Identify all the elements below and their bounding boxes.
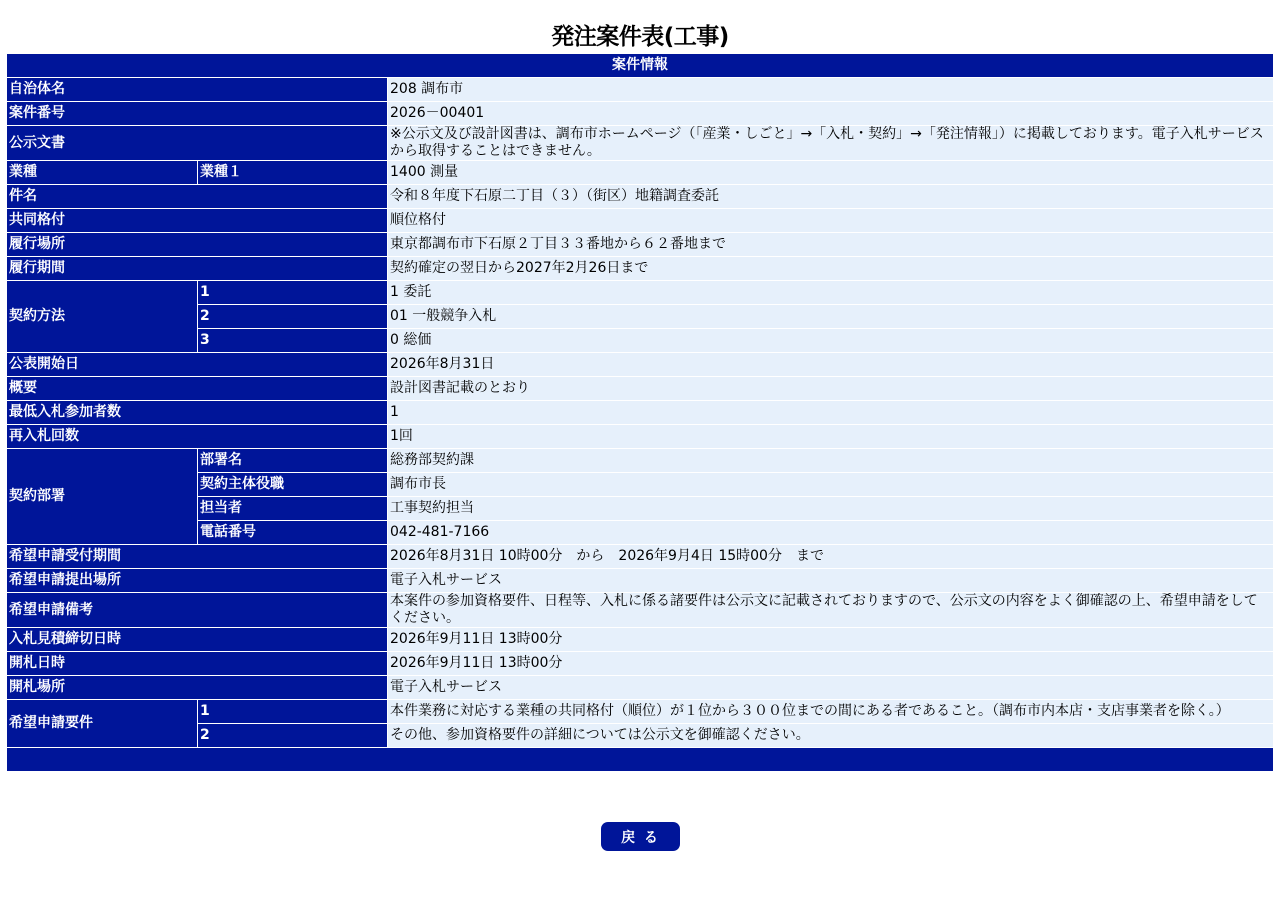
municipality-label: 自治体名 xyxy=(7,78,387,102)
row-requirements-1 xyxy=(7,700,1273,724)
rebid-value: 1回 xyxy=(387,425,1273,449)
contract-dept-sub-label: 部署名 xyxy=(197,449,387,473)
application-place-label: 希望申請提出場所 xyxy=(7,569,387,593)
opening-place-value: 電子入札サービス xyxy=(387,676,1273,700)
contract-method-no: 3 xyxy=(197,329,387,353)
row-contract-method-2 xyxy=(7,305,1273,329)
row-summary xyxy=(7,377,1273,401)
period-value: 契約確定の翌日から2027年2月26日まで xyxy=(387,257,1273,281)
contract-dept-value: 総務部契約課 xyxy=(387,449,1273,473)
contract-method-no: 1 xyxy=(197,281,387,305)
opening-place-label: 開札場所 xyxy=(7,676,387,700)
contract-method-no: 2 xyxy=(197,305,387,329)
application-note-value: 本案件の参加資格要件、日程等、入札に係る諸要件は公示文に記載されておりますので、公示文の内容をよく御確認の上、希望申請をしてください。 xyxy=(387,593,1273,628)
row-opening-datetime xyxy=(7,652,1273,676)
row-application-period xyxy=(7,545,1273,569)
contract-dept-value: 調布市長 xyxy=(387,473,1273,497)
footer-bar xyxy=(7,748,1273,772)
publish-start-label: 公表開始日 xyxy=(7,353,387,377)
application-place-value: 電子入札サービス xyxy=(387,569,1273,593)
requirements-no: 1 xyxy=(197,700,387,724)
summary-value: 設計図書記載のとおり xyxy=(387,377,1273,401)
row-subject xyxy=(7,185,1273,209)
row-contract-dept-1 xyxy=(7,449,1273,473)
rebid-label: 再入札回数 xyxy=(7,425,387,449)
summary-label: 概要 xyxy=(7,377,387,401)
notice-label: 公示文書 xyxy=(7,126,387,161)
row-notice xyxy=(7,126,1273,161)
row-bid-deadline xyxy=(7,628,1273,652)
case-no-value: 2026－00401 xyxy=(387,102,1273,126)
row-publish-start xyxy=(7,353,1273,377)
row-period xyxy=(7,257,1273,281)
row-contract-dept-2 xyxy=(7,473,1273,497)
case-info-table xyxy=(7,54,1273,772)
application-note-label: 希望申請備考 xyxy=(7,593,387,628)
joint-rating-label: 共同格付 xyxy=(7,209,387,233)
row-contract-method-1 xyxy=(7,281,1273,305)
bid-deadline-label: 入札見積締切日時 xyxy=(7,628,387,652)
row-application-place xyxy=(7,569,1273,593)
requirements-value: 本件業務に対応する業種の共同格付（順位）が１位から３００位までの間にある者であること。（調布市内本店・支店事業者を除く。） xyxy=(387,700,1273,724)
application-period-value: 2026年8月31日 10時00分 から 2026年9月4日 15時00分 まで xyxy=(387,545,1273,569)
requirements-no: 2 xyxy=(197,724,387,748)
row-case-no xyxy=(7,102,1273,126)
row-industry xyxy=(7,161,1273,185)
opening-datetime-value: 2026年9月11日 13時00分 xyxy=(387,652,1273,676)
requirements-value: その他、参加資格要件の詳細については公示文を御確認ください。 xyxy=(387,724,1273,748)
municipality-value: 208 調布市 xyxy=(387,78,1273,102)
section-header: 案件情報 xyxy=(7,54,1273,78)
subject-label: 件名 xyxy=(7,185,387,209)
industry-sub-label: 業種１ xyxy=(197,161,387,185)
back-button[interactable]: 戻 る xyxy=(601,822,680,851)
opening-datetime-label: 開札日時 xyxy=(7,652,387,676)
industry-label: 業種 xyxy=(7,161,197,185)
contract-dept-label: 契約部署 xyxy=(7,449,197,545)
row-joint-rating xyxy=(7,209,1273,233)
contract-dept-value: 042-481-7166 xyxy=(387,521,1273,545)
contract-method-value: 1 委託 xyxy=(387,281,1273,305)
contract-dept-value: 工事契約担当 xyxy=(387,497,1273,521)
row-requirements-2 xyxy=(7,724,1273,748)
subject-value: 令和８年度下石原二丁目（３）（街区）地籍調査委託 xyxy=(387,185,1273,209)
row-municipality xyxy=(7,78,1273,102)
min-bidders-label: 最低入札参加者数 xyxy=(7,401,387,425)
requirements-label: 希望申請要件 xyxy=(7,700,197,748)
row-opening-place xyxy=(7,676,1273,700)
row-contract-dept-4 xyxy=(7,521,1273,545)
joint-rating-value: 順位格付 xyxy=(387,209,1273,233)
contract-dept-sub-label: 担当者 xyxy=(197,497,387,521)
contract-dept-sub-label: 電話番号 xyxy=(197,521,387,545)
row-contract-dept-3 xyxy=(7,497,1273,521)
publish-start-value: 2026年8月31日 xyxy=(387,353,1273,377)
notice-value: ※公示文及び設計図書は、調布市ホームページ（「産業・しごと」→「入札・契約」→「発注情報」）に掲載しております。電子入札サービスから取得することはできません。 xyxy=(387,126,1273,161)
contract-method-value: 01 一般競争入札 xyxy=(387,305,1273,329)
place-label: 履行場所 xyxy=(7,233,387,257)
row-contract-method-3 xyxy=(7,329,1273,353)
place-value: 東京都調布市下石原２丁目３３番地から６２番地まで xyxy=(387,233,1273,257)
application-period-label: 希望申請受付期間 xyxy=(7,545,387,569)
bid-deadline-value: 2026年9月11日 13時00分 xyxy=(387,628,1273,652)
contract-dept-sub-label: 契約主体役職 xyxy=(197,473,387,497)
contract-method-label: 契約方法 xyxy=(7,281,197,353)
period-label: 履行期間 xyxy=(7,257,387,281)
row-application-note xyxy=(7,593,1273,628)
page-title: 発注案件表(工事) xyxy=(551,24,729,50)
row-min-bidders xyxy=(7,401,1273,425)
row-place xyxy=(7,233,1273,257)
contract-method-value: 0 総価 xyxy=(387,329,1273,353)
case-no-label: 案件番号 xyxy=(7,102,387,126)
min-bidders-value: 1 xyxy=(387,401,1273,425)
row-rebid xyxy=(7,425,1273,449)
industry-value: 1400 測量 xyxy=(387,161,1273,185)
